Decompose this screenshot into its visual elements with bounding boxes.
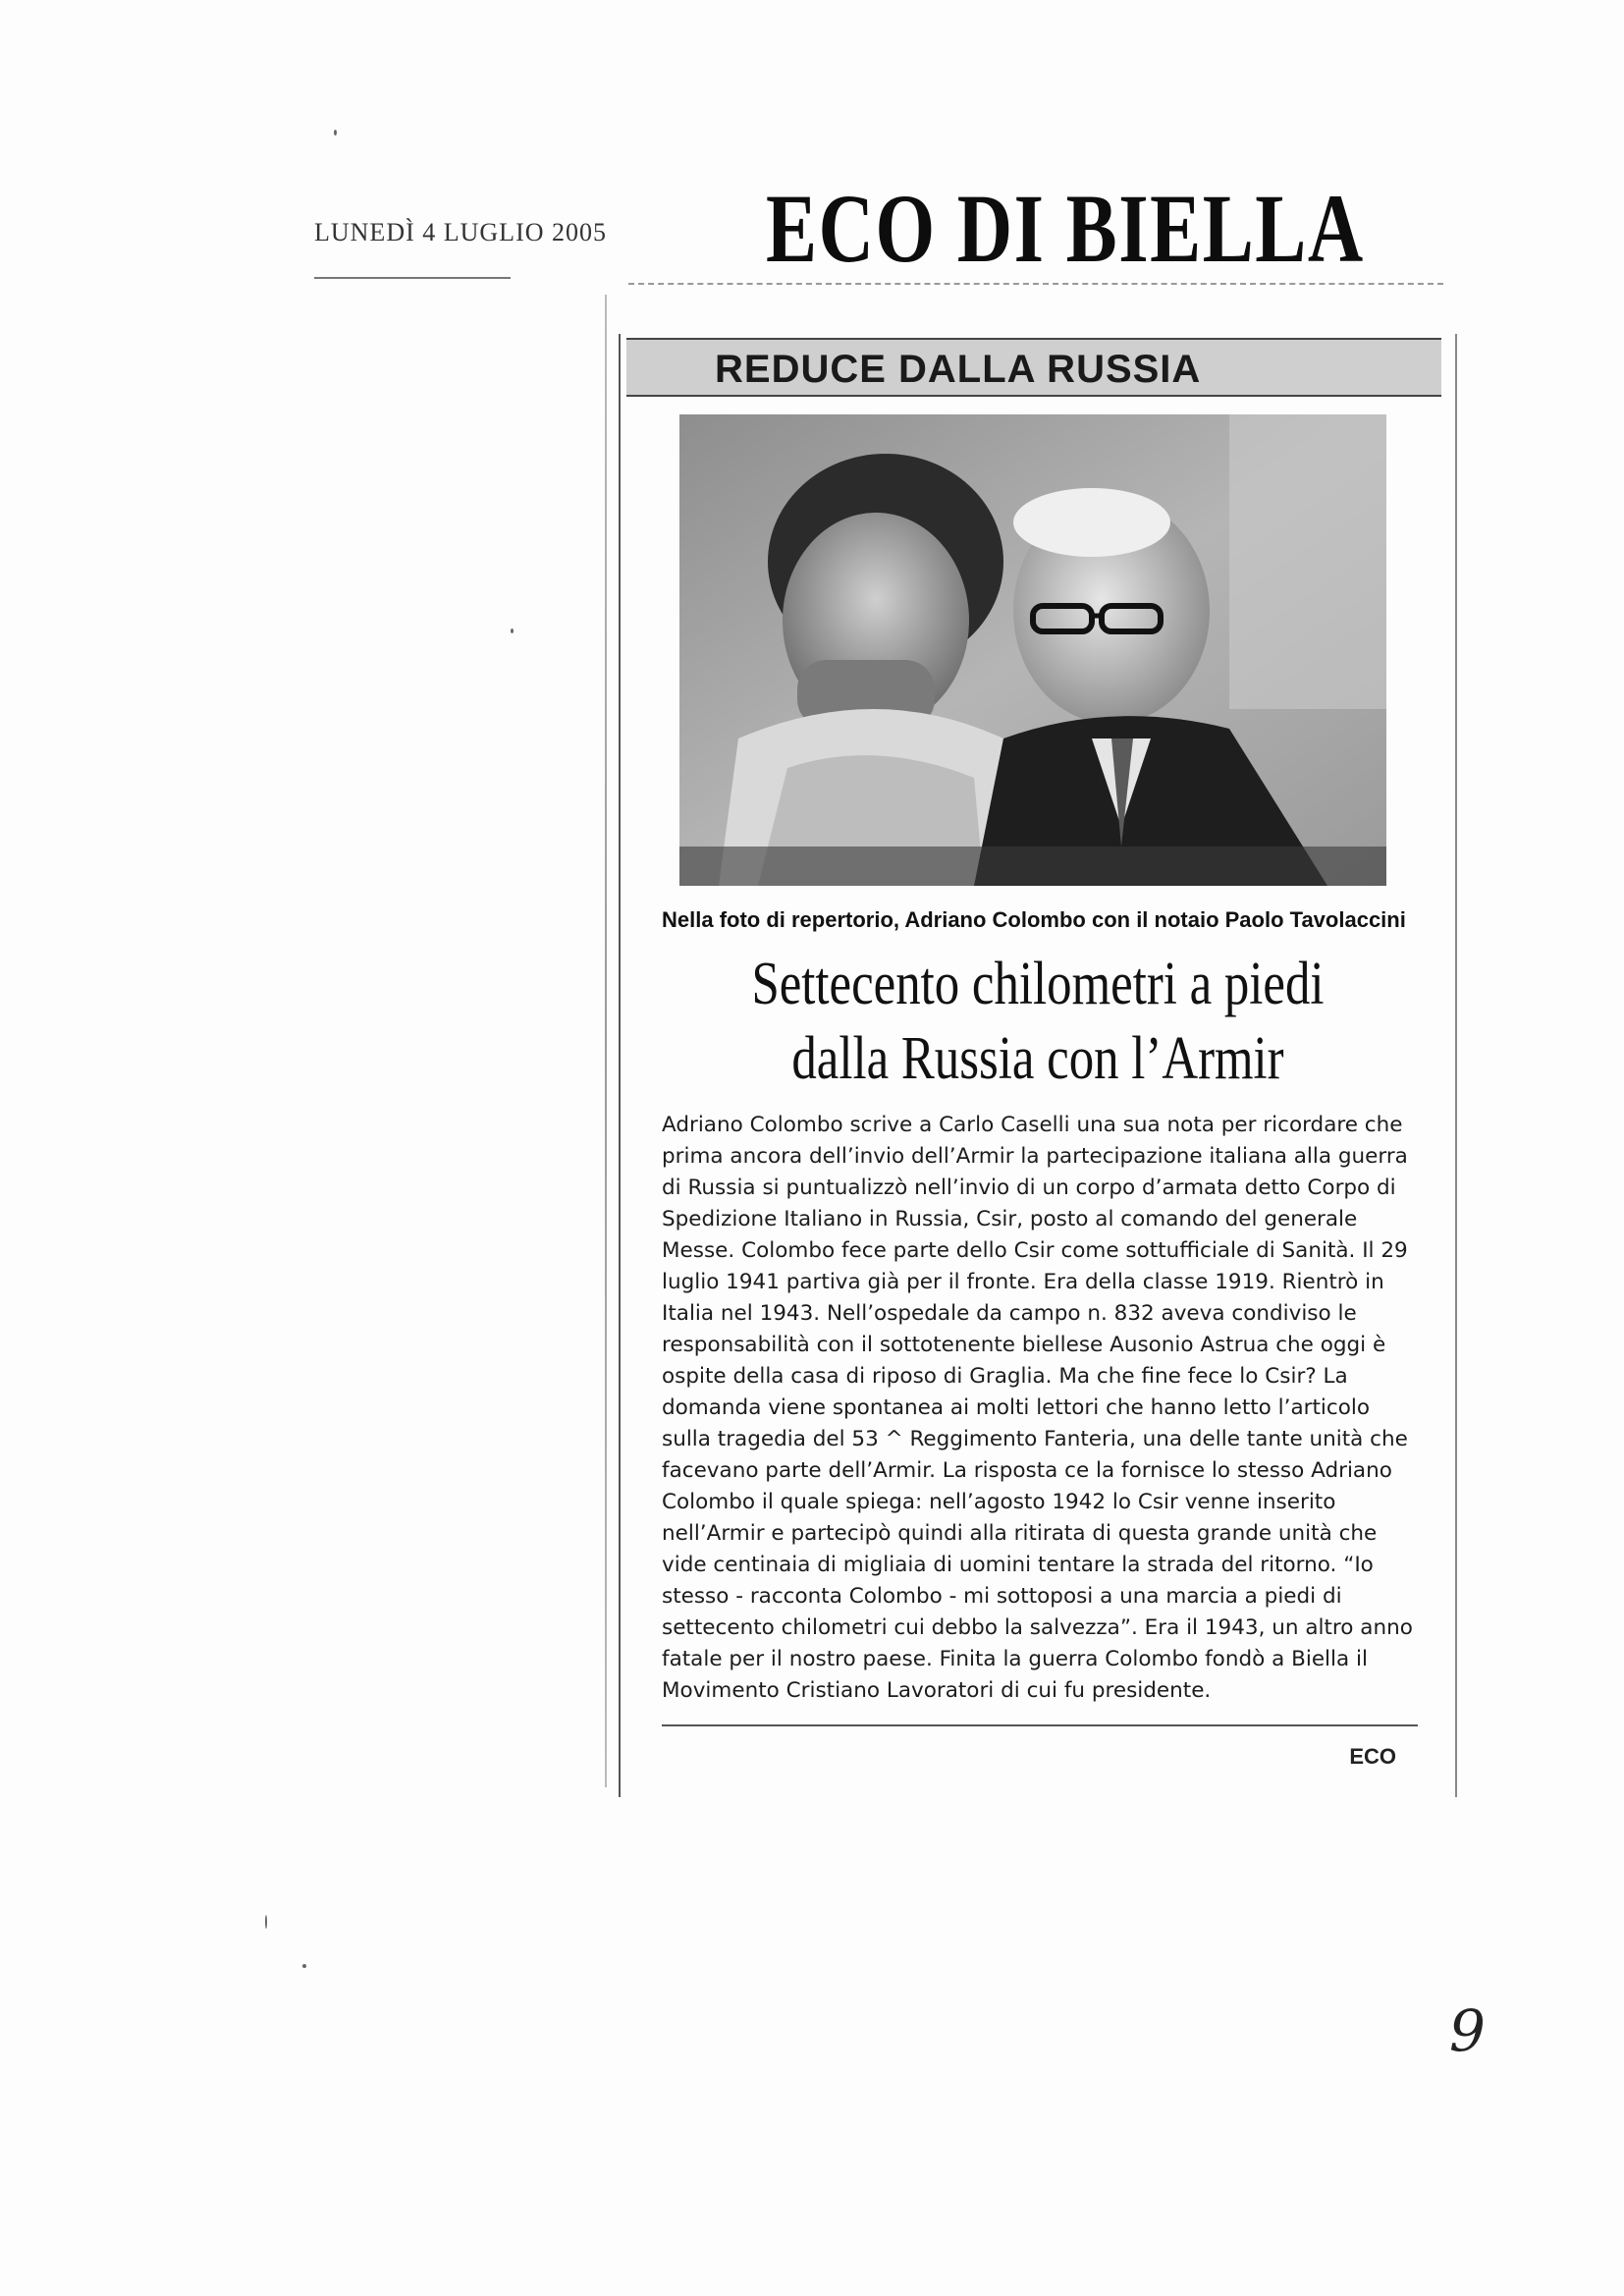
article-body: Adriano Colombo scrive a Carlo Caselli una sua nota per ricordare che prima ancora dell’invio dell’Armir la partecipazione italiana alla guerra di Russia si puntualizzò nell’invio di un corpo d’armata detto Corpo di Spedizione Italiano in Russia, Csir, posto al comando del generale Messe. Colombo fece parte dello Csir come sottufficiale di Sanità. Il 29 luglio 1941 partiva già per il fronte. Era della classe 1919. Rientrò in Italia nel 1943. Nell’ospedale da campo n. 832 aveva condiviso le responsabilità con il sottotenente biellese Ausonio Astrua che oggi è ospite della casa di riposo di Graglia. Ma che fine fece lo Csir? La domanda viene spontanea ai molti lettori che hanno letto l’articolo sulla tragedia del 53 ^ Reggimento Fanteria, una delle tante unità che facevano parte dell’Armir. La risposta ce la fornisce lo stesso Adriano Colombo il quale spiega: nell’agosto 1942 lo Csir venne inserito nell’Armir e partecipò quindi alla ritirata di questa grande unità che vide centinaia di migliaia di uomini tentare la strada del ritorno. “Io stesso - racconta Colombo - mi sottoposi a una marcia a piedi di settecento chilometri cui debbo la salvezza”. Era il 1943, un altro anno fatale per il nostro paese. Finita la guerra Colombo fondò a Biella il Movimento Cristiano Lavoratori di cui fu presidente. [662,1113,1413,1703]
photo-illustration [679,414,1386,886]
kicker-band [626,338,1441,397]
dateline-rule [314,277,511,279]
article-signature: ECO [1349,1744,1396,1769]
article-headline [621,947,1455,1096]
article-kicker: REDUCE DALLA RUSSIA [715,348,1202,391]
clipping-left-edge [605,295,607,1787]
newspaper-masthead: ECO DI BIELLA [766,174,1365,283]
scan-speck [334,130,337,136]
scan-speck [511,629,514,633]
photo-caption: Nella foto di repertorio, Adriano Colombo con il notaio Paolo Tavolaccini [662,907,1406,932]
scan-speck [265,1915,267,1929]
scan-speck [302,1964,306,1968]
headline-line-1: Settecento chilometri a piedi [751,951,1325,1017]
headline-line-2: dalla Russia con l’Armir [791,1025,1284,1092]
clipping-cut-edge [628,283,1443,295]
dateline: LUNEDÌ 4 LUGLIO 2005 [314,218,608,246]
article-clipping [619,334,1457,1797]
article-end-rule [662,1724,1418,1726]
article-photo [679,414,1386,886]
handwritten-page-number: 9 [1449,1997,1486,2064]
